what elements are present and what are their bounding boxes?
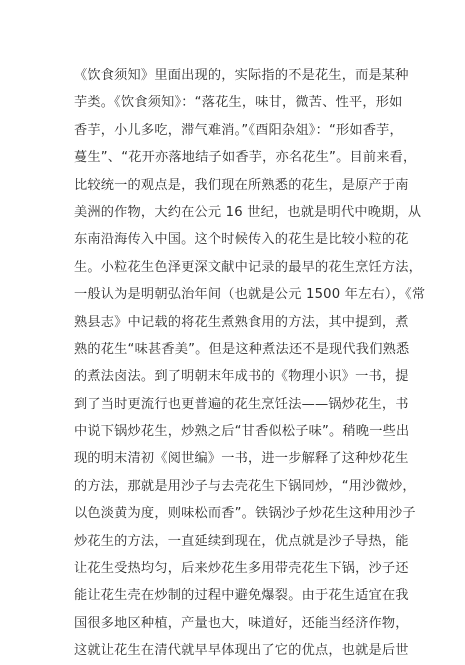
- text-line: 蔓生”、“花开亦落地结子如香芋，亦名花生”。目前来看，: [74, 150, 417, 166]
- text-line: 美洲的作物，大约在公元 16 世纪，也就是明代中晚期，从: [74, 204, 422, 220]
- text-line: 芋类。《饮食须知》：“落花生，味甘，微苦、性平，形如: [74, 95, 403, 111]
- text-line: 的煮法卤法。到了明朝末年成书的《物理小识》一书，提: [74, 369, 409, 385]
- text-line: 中说下锅炒花生，炒熟之后“甘香似松子味”。稍晚一些出: [74, 424, 410, 440]
- text-line: 熟的花生“味甚香美”。但是这种煮法还不是现代我们熟悉: [74, 341, 410, 357]
- body-text: [74, 62, 426, 665]
- text-line: 生。小粒花生色泽更深文献中记录的最早的花生烹饪方法，: [74, 259, 423, 275]
- text-line: 的方法，那就是用沙子与去壳花生下锅同炒，“用沙微炒，: [74, 478, 416, 494]
- text-line: 比较统一的观点是，我们现在所熟悉的花生，是原产于南: [74, 177, 409, 193]
- text-line: 以色淡黄为度，则味松而香”。铁锅沙子炒花生这种用沙子: [74, 506, 416, 522]
- text-line: 国很多地区种植，产量也大，味道好，还能当经济作物，: [74, 615, 409, 631]
- text-line: 到了当时更流行也更普遍的花生烹饪法——锅炒花生，书: [74, 396, 409, 412]
- text-line: 这就让花生在清代就早早体现出了它的优点，也就是后世: [74, 643, 409, 659]
- text-line: 东南沿海传入中国。这个时候传入的花生是比较小粒的花: [74, 232, 409, 248]
- text-line: 炒花生的方法，一直延续到现在，优点就是沙子导热，能: [74, 533, 409, 549]
- text-line: 《饮食须知》里面出现的，实际指的不是花生，而是某种: [74, 68, 409, 83]
- text-line: 让花生受热均匀，后来炒花生多用带壳花生下锅，沙子还: [74, 561, 409, 577]
- text-line: 熟县志》中记载的将花生煮熟食用的方法，其中提到，煮: [74, 314, 409, 330]
- text-line: 能让花生壳在炒制的过程中避免爆裂。由于花生适宜在我: [74, 588, 409, 604]
- text-line: 现的明末清初《阅世编》一书，进一步解释了这种炒花生: [74, 451, 409, 467]
- text-line: 香芋，小儿多吃，滞气难消。”《酉阳杂俎》：“形如香芋，: [74, 122, 403, 138]
- text-line: 一般认为是明朝弘治年间（也就是公元 1500 年左右），《常: [74, 287, 426, 303]
